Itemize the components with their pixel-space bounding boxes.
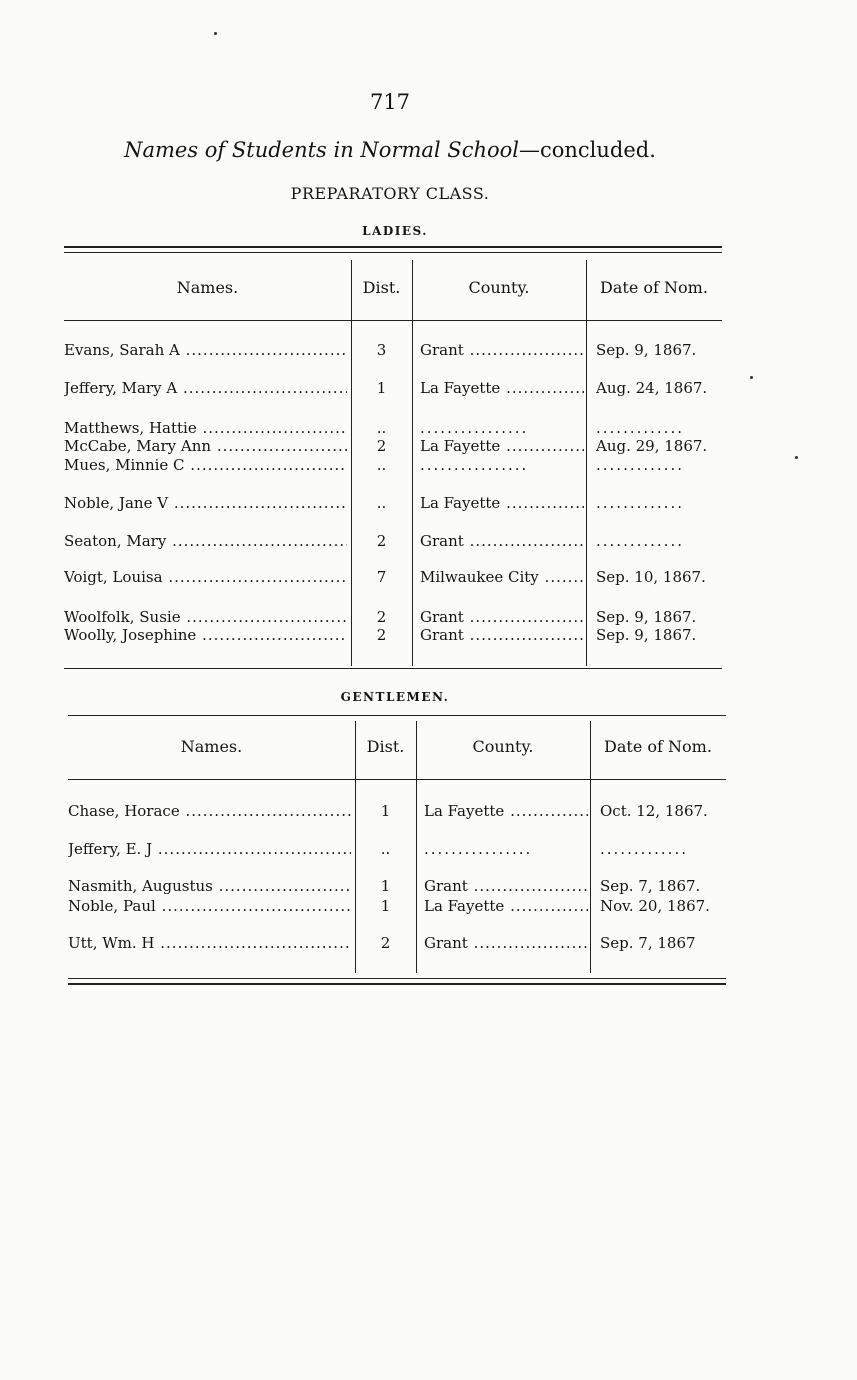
ladies-header-county: County.	[468, 278, 530, 297]
ladies-row-county: Grant .....	[420, 607, 584, 627]
ladies-row-dist: 2	[376, 626, 387, 644]
ladies-row-county: Grant .....	[420, 625, 584, 645]
ladies-row-date: Sep. 9, 1867.	[596, 626, 697, 644]
ladies-row-dist: ..	[376, 494, 387, 512]
ladies-row-name: Woolfolk, Susie .....	[64, 607, 347, 627]
print-speck	[214, 32, 217, 35]
ladies-row-date	[596, 493, 722, 513]
ladies-row-dist: 1	[376, 379, 387, 397]
ladies-header-dist: Dist.	[362, 278, 401, 297]
page-title	[0, 138, 780, 162]
ladies-row-name: Mues, Minnie C .....	[64, 455, 347, 475]
ladies-row-date: Aug. 24, 1867.	[596, 379, 708, 397]
ladies-row-dist: 2	[376, 608, 387, 626]
gentlemen-row-dist: 1	[380, 877, 391, 895]
gentlemen-row-county	[424, 839, 588, 859]
ladies-row-name: Seaton, Mary .....	[64, 531, 347, 551]
ladies-row-county: La Fayette .....	[420, 378, 584, 398]
ladies-row-county: La Fayette .....	[420, 436, 584, 456]
gentlemen-row-dist: 1	[380, 897, 391, 915]
leader-dots: ................	[424, 840, 533, 858]
title-rest: —concluded.	[518, 138, 656, 162]
ladies-row-date	[596, 418, 722, 438]
gentlemen-table	[68, 715, 726, 985]
gentlemen-row-county: La Fayette .....	[424, 801, 588, 821]
gentlemen-row-name: Utt, Wm. H .....	[68, 933, 351, 953]
page-number: 717	[369, 90, 411, 114]
ladies-row-name: Noble, Jane V .....	[64, 493, 347, 513]
ladies-label: LADIES.	[362, 224, 428, 238]
ladies-row-name: Jeffery, Mary A .....	[64, 378, 347, 398]
leader-dots: .............	[596, 494, 684, 512]
leader-dots: .............	[596, 532, 684, 550]
gentlemen-row-date: Nov. 20, 1867.	[600, 897, 710, 915]
gentlemen-label: GENTLEMEN.	[340, 690, 450, 704]
ladies-row-dist: 2	[376, 437, 387, 455]
gentlemen-row-date	[600, 839, 726, 859]
gentlemen-header-county: County.	[472, 737, 534, 756]
leader-dots: .............	[596, 456, 684, 474]
gentlemen-row-county: Grant .....	[424, 933, 588, 953]
ladies-row-dist: 3	[376, 341, 387, 359]
gentlemen-row-county: La Fayette .....	[424, 896, 588, 916]
ladies-row-county	[420, 455, 584, 475]
ladies-row-name: Evans, Sarah A .....	[64, 340, 347, 360]
gentlemen-row-dist: 1	[380, 802, 391, 820]
gentlemen-header-date: Date of Nom.	[604, 737, 712, 756]
title-italic: Names of Students in Normal School	[124, 138, 519, 162]
ladies-row-county: Grant .....	[420, 531, 584, 551]
ladies-row-county: Milwaukee City .....	[420, 567, 584, 587]
gentlemen-header-names: Names.	[180, 737, 243, 756]
gentlemen-row-date: Sep. 7, 1867.	[600, 877, 701, 895]
ladies-row-date	[596, 455, 722, 475]
gentlemen-row-date: Sep. 7, 1867	[600, 934, 696, 952]
ladies-row-date: Sep. 9, 1867.	[596, 608, 697, 626]
gentlemen-row-name: Nasmith, Augustus .....	[68, 876, 351, 896]
leader-dots: .............	[596, 419, 684, 437]
ladies-row-county: Grant .....	[420, 340, 584, 360]
print-speck	[750, 376, 753, 379]
ladies-row-dist: 7	[376, 568, 387, 586]
ladies-table	[64, 246, 722, 670]
ladies-row-name: Woolly, Josephine .....	[64, 625, 347, 645]
gentlemen-row-name: Chase, Horace .....	[68, 801, 351, 821]
ladies-row-name: McCabe, Mary Ann .....	[64, 436, 347, 456]
ladies-row-dist: 2	[376, 532, 387, 550]
ladies-row-name: Voigt, Louisa .....	[64, 567, 347, 587]
class-subtitle: PREPARATORY CLASS.	[290, 184, 490, 203]
gentlemen-row-name: Noble, Paul .....	[68, 896, 351, 916]
gentlemen-row-name: Jeffery, E. J .....	[68, 839, 351, 859]
gentlemen-row-dist: 2	[380, 934, 391, 952]
gentlemen-header-dist: Dist.	[366, 737, 405, 756]
leader-dots: .............	[600, 840, 688, 858]
ladies-row-date: Sep. 9, 1867.	[596, 341, 697, 359]
ladies-row-date: Sep. 10, 1867.	[596, 568, 706, 586]
ladies-row-dist: ..	[376, 456, 387, 474]
gentlemen-row-dist: ..	[380, 840, 391, 858]
ladies-header-names: Names.	[176, 278, 239, 297]
ladies-row-county	[420, 418, 584, 438]
gentlemen-row-county: Grant .....	[424, 876, 588, 896]
print-speck	[795, 456, 798, 459]
gentlemen-row-date: Oct. 12, 1867.	[600, 802, 708, 820]
ladies-header-date: Date of Nom.	[600, 278, 708, 297]
ladies-row-dist: ..	[376, 419, 387, 437]
ladies-row-name: Matthews, Hattie .....	[64, 418, 347, 438]
leader-dots: ................	[420, 419, 529, 437]
ladies-row-date	[596, 531, 722, 551]
ladies-row-date: Aug. 29, 1867.	[596, 437, 708, 455]
ladies-row-county: La Fayette .....	[420, 493, 584, 513]
leader-dots: ................	[420, 456, 529, 474]
